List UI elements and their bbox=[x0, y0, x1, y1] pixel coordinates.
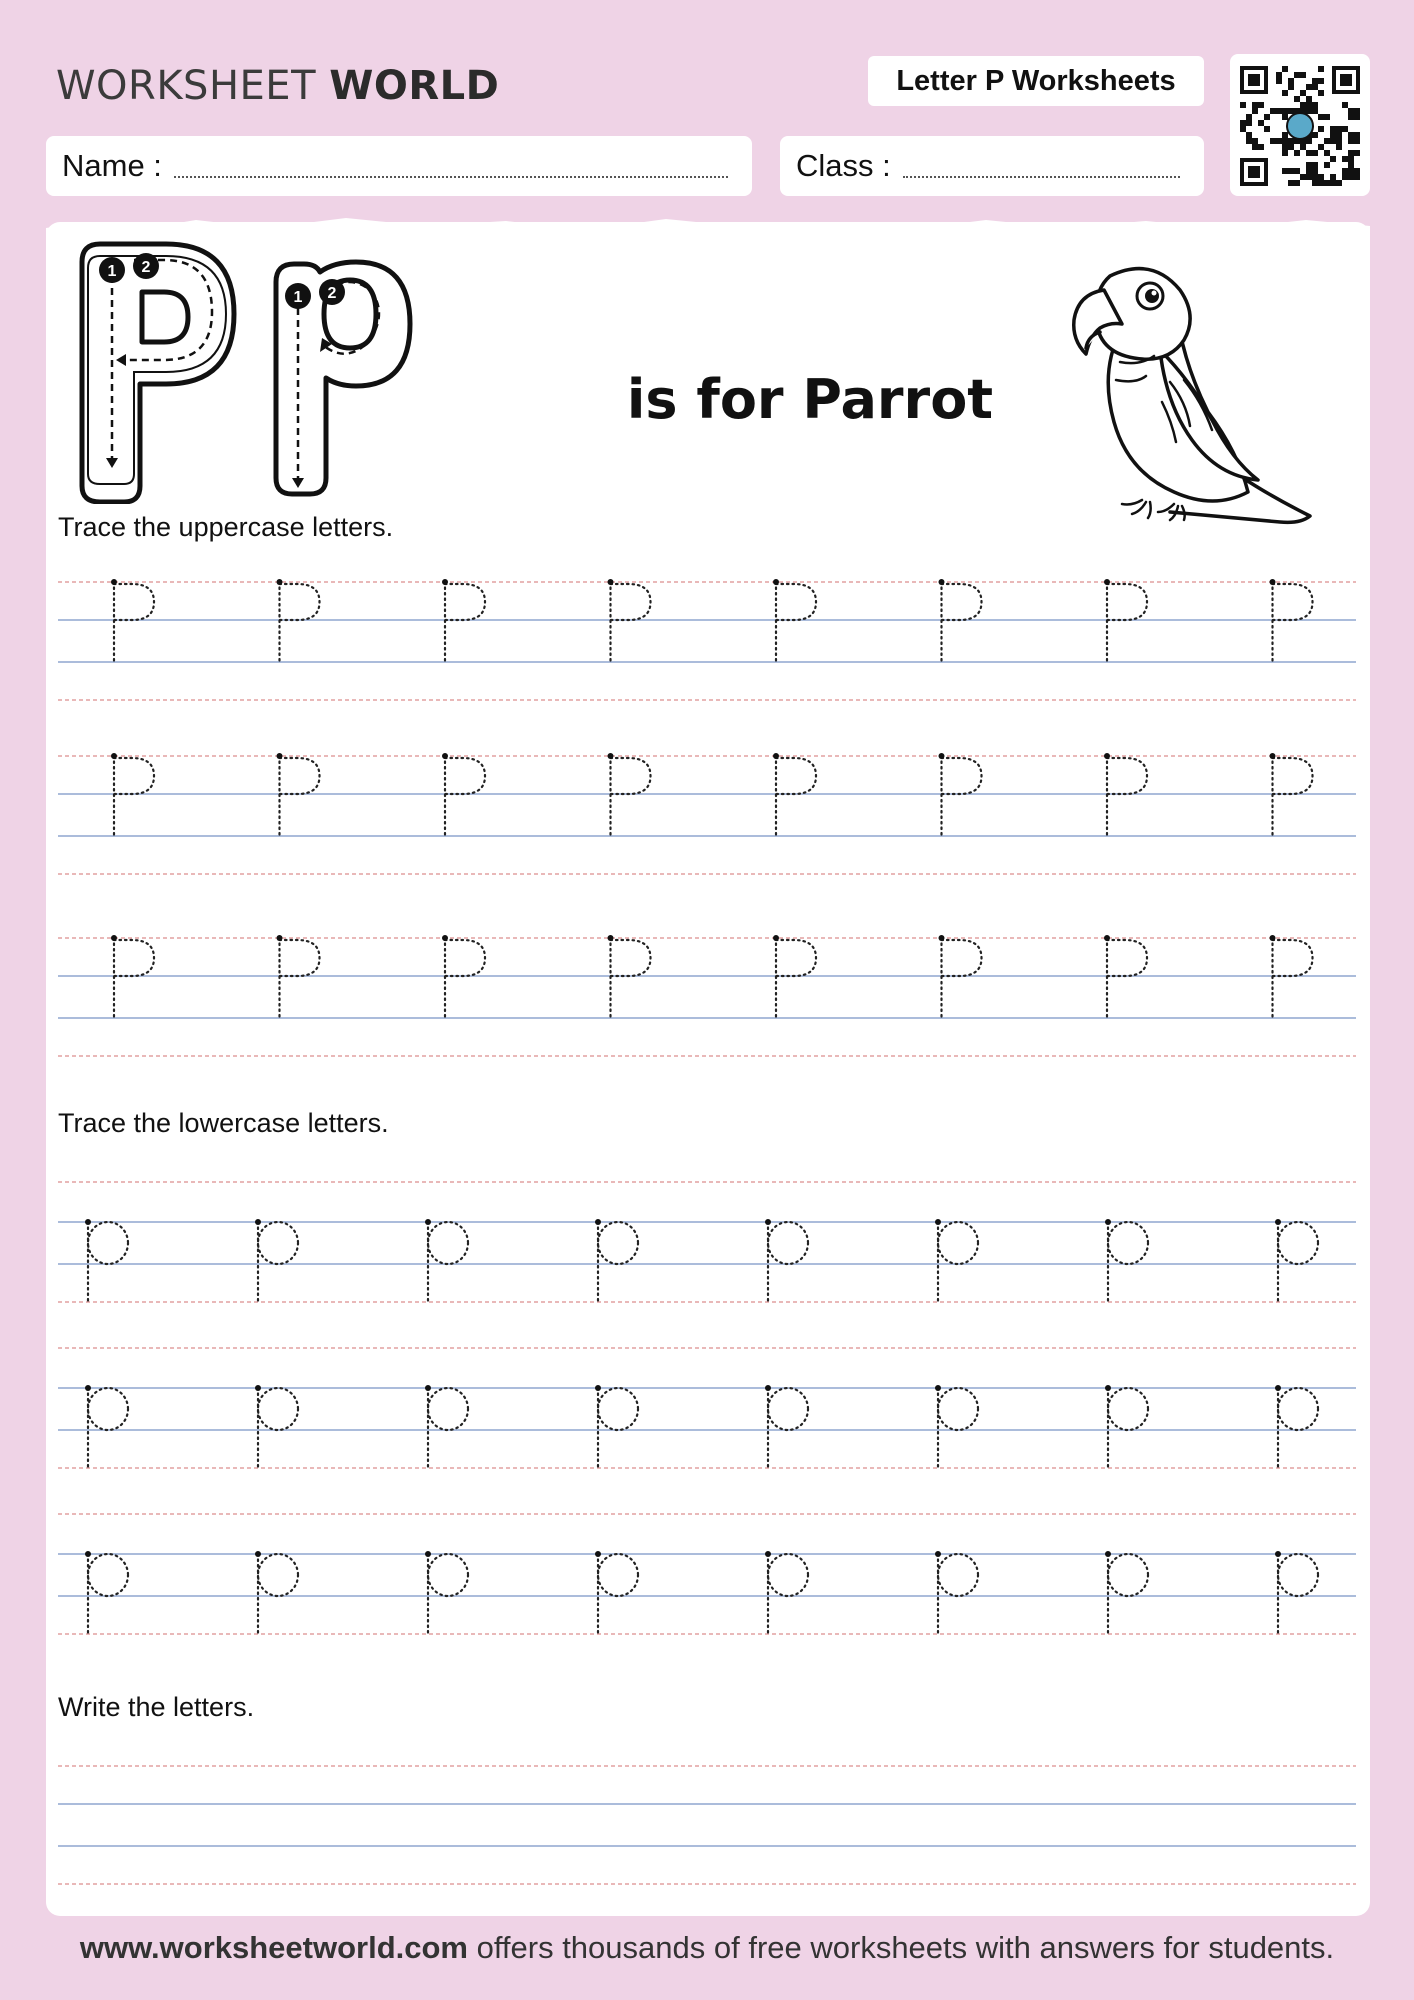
trace-letter-lowercase[interactable] bbox=[595, 1385, 638, 1468]
worksheet-title: Letter P Worksheets bbox=[868, 56, 1204, 106]
trace-letter-lowercase[interactable] bbox=[935, 1385, 978, 1468]
trace-letter-lowercase[interactable] bbox=[765, 1551, 808, 1634]
trace-letter-lowercase[interactable] bbox=[425, 1385, 468, 1468]
stroke-number-1: 1 bbox=[107, 263, 117, 280]
trace-letter-lowercase[interactable] bbox=[85, 1385, 128, 1468]
stroke-number-1-lower: 1 bbox=[293, 289, 303, 306]
stroke-number-2: 2 bbox=[141, 259, 151, 276]
trace-letter-lowercase[interactable] bbox=[1275, 1219, 1318, 1302]
trace-letter-lowercase[interactable] bbox=[1105, 1385, 1148, 1468]
letter-stroke-guide bbox=[70, 234, 450, 504]
trace-letter-lowercase[interactable] bbox=[425, 1551, 468, 1634]
trace-letter-lowercase[interactable] bbox=[595, 1219, 638, 1302]
parrot-icon bbox=[1050, 252, 1340, 542]
trace-letter-lowercase[interactable] bbox=[935, 1551, 978, 1634]
class-label: Class : bbox=[796, 148, 891, 183]
lowercase-trace-row[interactable] bbox=[58, 1174, 1356, 1312]
trace-letter-lowercase[interactable] bbox=[425, 1219, 468, 1302]
uppercase-instruction: Trace the uppercase letters. bbox=[58, 512, 394, 542]
name-write-line[interactable] bbox=[174, 176, 728, 178]
lowercase-trace-row[interactable] bbox=[58, 1340, 1356, 1478]
class-write-line[interactable] bbox=[903, 176, 1180, 178]
trace-letter-lowercase[interactable] bbox=[595, 1551, 638, 1634]
uppercase-trace-row[interactable] bbox=[58, 746, 1356, 884]
writing-practice-row[interactable] bbox=[58, 1748, 1356, 1886]
uppercase-trace-row[interactable] bbox=[58, 928, 1356, 1066]
trace-letter-lowercase[interactable] bbox=[255, 1219, 298, 1302]
brand-logo bbox=[46, 46, 500, 126]
footer-site-link[interactable]: www.worksheetworld.com bbox=[79, 1930, 468, 1965]
trace-letter-lowercase[interactable] bbox=[255, 1385, 298, 1468]
footer-text: www.worksheetworld.com offers thousands of free worksheets with answers for students. bbox=[79, 1930, 1335, 1965]
brand-name: WORKSHEET WORLD bbox=[56, 63, 500, 109]
trace-letter-lowercase[interactable] bbox=[935, 1219, 978, 1302]
trace-letter-lowercase[interactable] bbox=[765, 1385, 808, 1468]
trace-letter-lowercase[interactable] bbox=[1275, 1385, 1318, 1468]
trace-letter-lowercase[interactable] bbox=[765, 1219, 808, 1302]
class-field[interactable] bbox=[780, 136, 1204, 196]
stroke-number-2-lower: 2 bbox=[327, 285, 337, 302]
trace-letter-lowercase[interactable] bbox=[1105, 1219, 1148, 1302]
letter-caption: is for Parrot bbox=[626, 368, 994, 431]
trace-letter-lowercase[interactable] bbox=[255, 1551, 298, 1634]
name-label: Name : bbox=[62, 148, 162, 183]
lowercase-instruction: Trace the lowercase letters. bbox=[58, 1108, 389, 1138]
trace-letter-lowercase[interactable] bbox=[1275, 1551, 1318, 1634]
name-field[interactable] bbox=[46, 136, 752, 196]
write-instruction: Write the letters. bbox=[58, 1692, 255, 1722]
qr-code bbox=[1230, 54, 1370, 196]
trace-letter-lowercase[interactable] bbox=[85, 1551, 128, 1634]
trace-letter-lowercase[interactable] bbox=[1105, 1551, 1148, 1634]
lowercase-trace-row[interactable] bbox=[58, 1506, 1356, 1644]
trace-letter-lowercase[interactable] bbox=[85, 1219, 128, 1302]
uppercase-trace-row[interactable] bbox=[58, 572, 1356, 710]
